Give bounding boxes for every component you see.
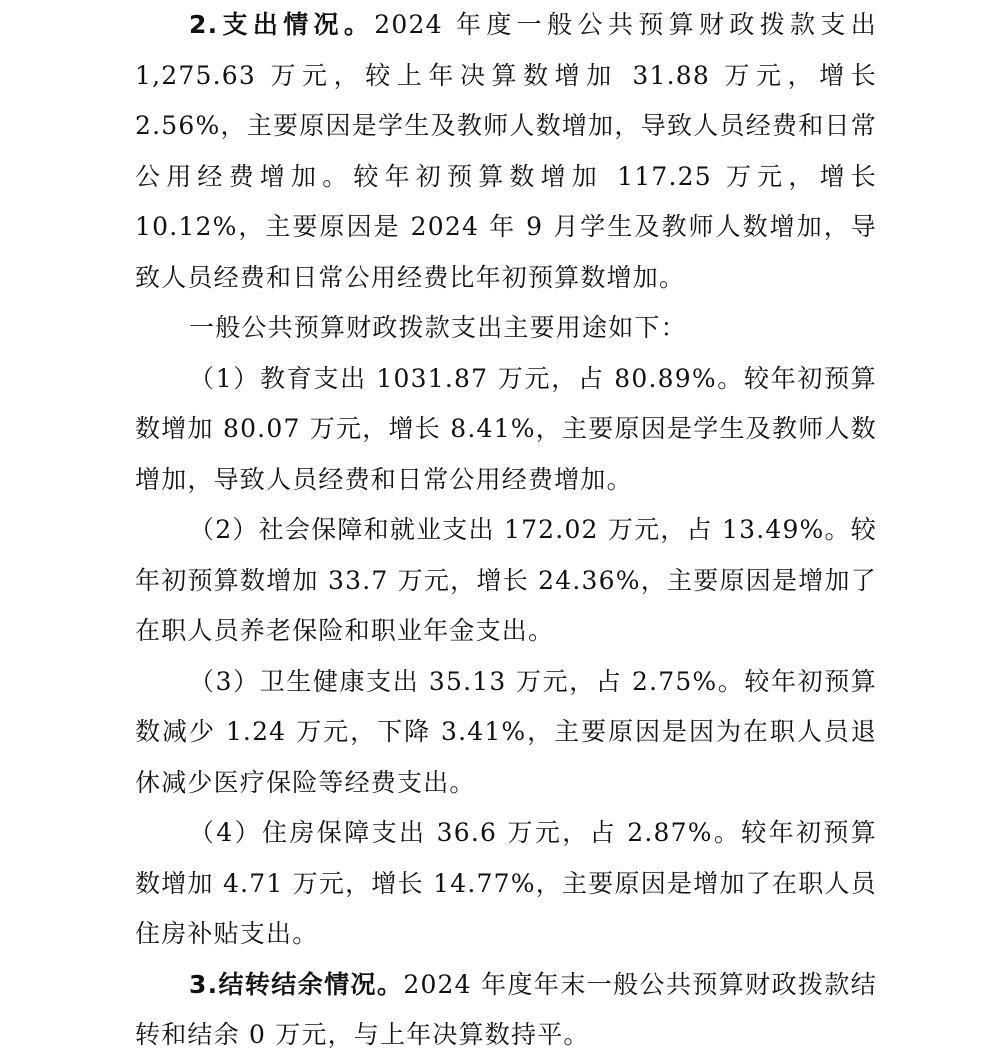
- section-expenditure-text: 2024 年度一般公共预算财政拨款支出 1,275.63 万元，较上年决算数增加 31.88 万元，增长 2.56%，主要原因是学生及教师人数增加，导致人员经费和日常公用经费增加。较年初预算数增加 117.25 万元，增长 10.12%，主要原因是 2024 年 9 月学生及教师人数增加，导致人员经费和日常公用经费比年初预算数增加。: [135, 10, 877, 292]
- section-carryover-text: 2024 年度年末一般公共预算财政拨款结转和结余 0 万元，与上年决算数持平。: [135, 969, 877, 1049]
- item-education: （1）教育支出 1031.87 万元，占 80.89%。较年初预算数增加 80.07 万元，增长 8.41%，主要原因是学生及教师人数增加，导致人员经费和日常公用经费增加。: [135, 363, 877, 494]
- usage-intro: 一般公共预算财政拨款支出主要用途如下：: [189, 313, 687, 342]
- section-expenditure-paragraph: [135, 0, 877, 303]
- item-housing: （4）住房保障支出 36.6 万元，占 2.87%。较年初预算数增加 4.71 万元，增长 14.77%，主要原因是增加了在职人员住房补贴支出。: [135, 818, 877, 948]
- item-social-security: （2）社会保障和就业支出 172.02 万元，占 13.49%。较年初预算数增加 33.7 万元，增长 24.36%，主要原因是增加了在职人员养老保险和职业年金支出。: [135, 515, 877, 645]
- document-body: [135, 0, 877, 1061]
- section-carryover-paragraph: [135, 960, 877, 1061]
- section-carryover-heading: 3.结转结余情况。: [189, 969, 404, 999]
- section-expenditure-heading: 2.支出情况。: [189, 10, 375, 39]
- item-health: （3）卫生健康支出 35.13 万元，占 2.75%。较年初预算数减少 1.24 万元，下降 3.41%，主要原因是因为在职人员退休减少医疗保险等经费支出。: [135, 666, 877, 797]
